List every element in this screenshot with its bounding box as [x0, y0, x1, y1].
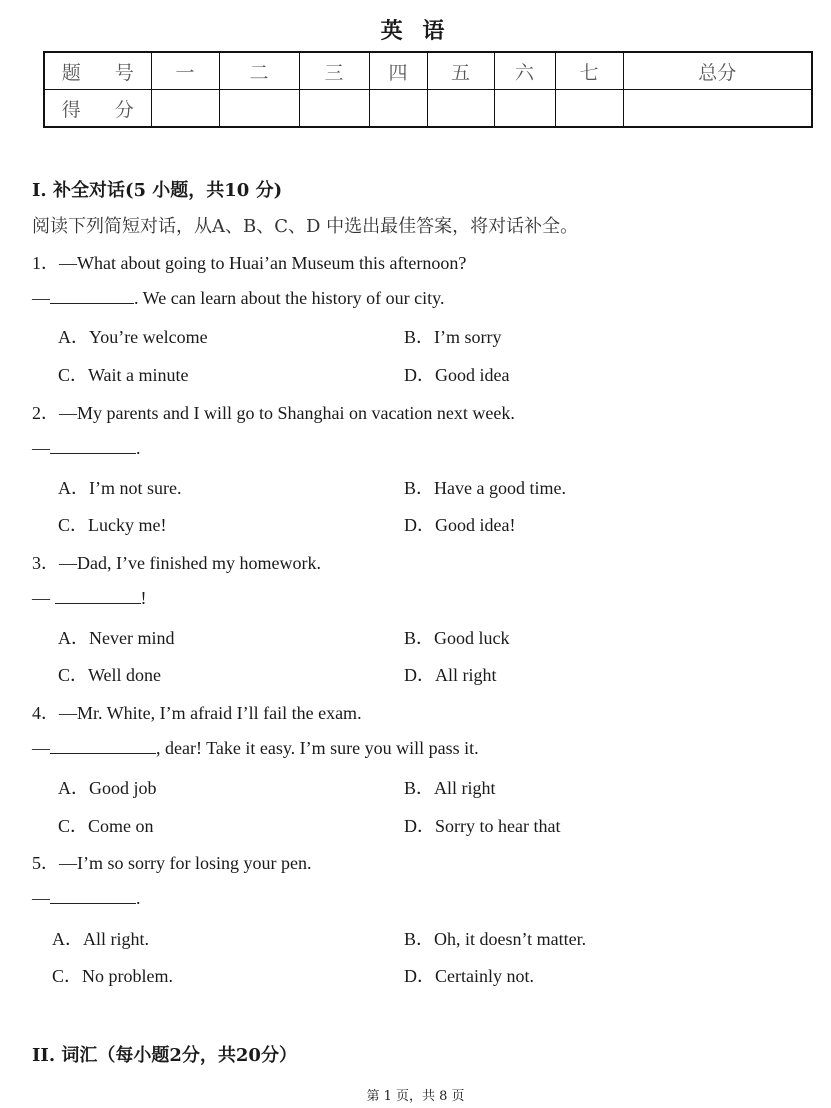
score-table-row-label: 题 号 [44, 52, 151, 90]
score-cell [427, 90, 494, 128]
option: C．Lucky me! [58, 515, 167, 535]
score-cell [555, 90, 623, 128]
section-heading: I. 补全对话(5 小题，共10 分) [32, 180, 283, 201]
score-cell [369, 90, 427, 128]
response-prefix: — [32, 888, 50, 908]
response-suffix: . [136, 888, 141, 908]
response-prefix: — [32, 588, 55, 608]
option: B．Good luck [404, 628, 510, 648]
option: B．Have a good time. [404, 478, 566, 498]
score-cell [151, 90, 219, 128]
option: D．Good idea! [404, 515, 516, 535]
option: A．Never mind [58, 628, 175, 648]
question-prompt: 4．—Mr. White, I’m afraid I’ll fail the exam. [32, 703, 362, 723]
response-prefix: — [32, 738, 50, 758]
response-suffix: , dear! Take it easy. I’m sure you will pass it. [156, 738, 479, 758]
score-table-col-header: 二 [219, 52, 299, 90]
score-table-score-row [44, 90, 812, 128]
question-response [32, 887, 141, 909]
score-table-col-header: 总分 [623, 52, 812, 90]
response-prefix: — [32, 438, 50, 458]
score-table-col-header: 三 [299, 52, 369, 90]
score-table-col-header: 四 [369, 52, 427, 90]
score-table-row-label: 得 分 [44, 90, 151, 128]
answer-blank [55, 587, 141, 604]
answer-blank [50, 287, 134, 304]
score-cell [623, 90, 812, 128]
option: B．All right [404, 778, 496, 798]
answer-blank [50, 887, 136, 904]
option: C．Come on [58, 816, 154, 836]
option: B．Oh, it doesn’t matter. [404, 929, 587, 949]
score-table-col-header: 一 [151, 52, 219, 90]
option: A．You’re welcome [58, 327, 208, 347]
response-suffix: . [136, 438, 141, 458]
option: D．Sorry to hear that [404, 816, 561, 836]
question-response [32, 737, 479, 759]
option: C．Wait a minute [58, 365, 189, 385]
score-table-header-row [44, 52, 812, 90]
option: A．All right. [52, 929, 149, 949]
question-response [32, 287, 444, 309]
response-prefix: — [32, 288, 50, 308]
page-title: 英 语 [380, 18, 451, 44]
option: D．All right [404, 665, 497, 685]
score-table-col-header: 七 [555, 52, 623, 90]
section-instruction: 阅读下列简短对话，从A、B、C、D 中选出最佳答案，将对话补全。 [32, 216, 579, 237]
option: C．Well done [58, 665, 162, 685]
question-response [32, 587, 147, 609]
question-response [32, 437, 141, 459]
score-table [43, 51, 813, 128]
question-prompt: 2．—My parents and I will go to Shanghai on vacation next week. [32, 403, 515, 423]
score-table-col-header: 六 [494, 52, 555, 90]
score-table-col-header: 五 [427, 52, 494, 90]
option: B．I’m sorry [404, 327, 502, 347]
score-cell [219, 90, 299, 128]
question-prompt: 5．—I’m so sorry for losing your pen. [32, 853, 312, 873]
response-suffix: ! [140, 588, 147, 608]
score-cell [299, 90, 369, 128]
page-footer: 第 1 页，共 8 页 [366, 1089, 465, 1104]
question-prompt: 3．—Dad, I’ve finished my homework. [32, 553, 321, 573]
option: A．Good job [58, 778, 157, 798]
option: D．Certainly not. [404, 966, 534, 986]
option: A．I’m not sure. [58, 478, 182, 498]
option: C．No problem. [52, 966, 173, 986]
question-prompt: 1．—What about going to Huai’an Museum this afternoon? [32, 253, 467, 273]
answer-blank [50, 437, 136, 454]
answer-blank [50, 737, 156, 754]
score-cell [494, 90, 555, 128]
response-suffix: . We can learn about the history of our city. [134, 288, 445, 308]
section-heading: II. 词汇（每小题2分，共20分） [32, 1045, 297, 1066]
option: D．Good idea [404, 365, 510, 385]
